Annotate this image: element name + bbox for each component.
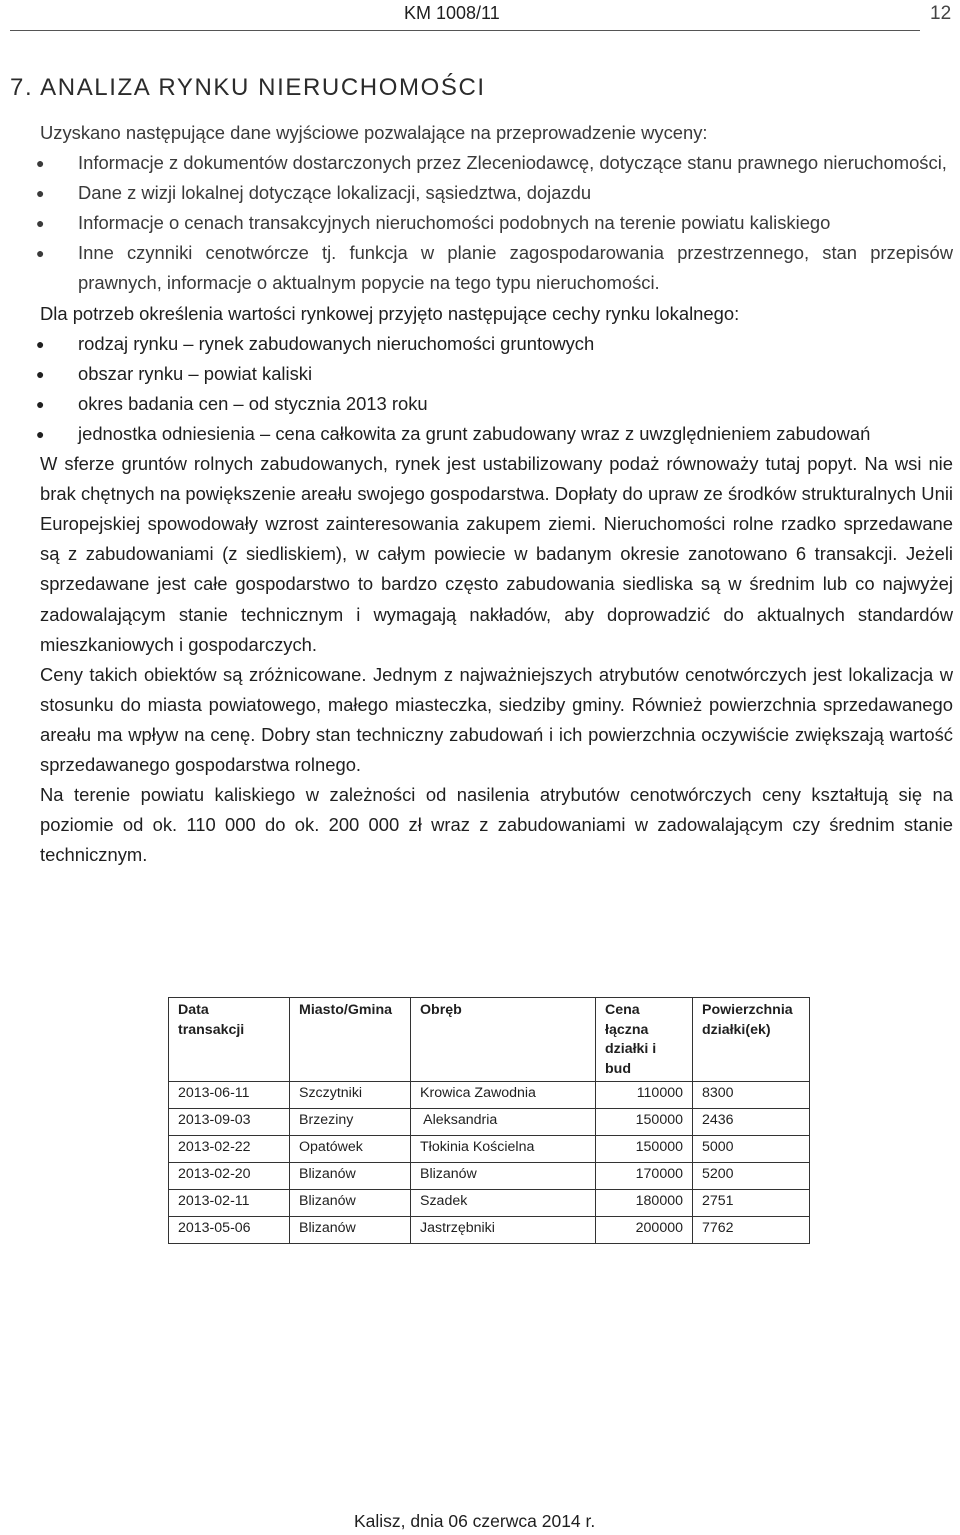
place-date-footer: Kalisz, dnia 06 czerwca 2014 r. [354, 1511, 596, 1531]
bullet-icon: ● [36, 185, 45, 202]
document-body [36, 118, 953, 870]
header-rule [10, 30, 920, 31]
market-features-list [36, 329, 953, 449]
cell-area: 7762 [693, 1217, 810, 1244]
list-item: ● Dane z wizji lokalnej dotyczące lokalizacji, sąsiedztwa, dojazdu [40, 178, 953, 208]
bullet-icon: ● [36, 425, 45, 442]
cell-area: 2436 [693, 1109, 810, 1136]
table-row [169, 1109, 810, 1136]
cell-price: 150000 [596, 1136, 693, 1163]
table-row [169, 1082, 810, 1109]
list-item: ● rodzaj rynku – rynek zabudowanych nieruchomości gruntowych [40, 329, 953, 359]
paragraph-market-rural: W sferze gruntów rolnych zabudowanych, rynek jest ustabilizowany podaż równoważy tutaj popyt. Na wsi nie brak chętnych na powiększenie areału swojego gospodarstwa. Dopłaty do upraw ze środków strukturalnych Unii Europejskiej spowodowały wzrost zainteresowania zakupem ziemi. Nieruchomości rolne rzadko sprzedawane są z zabudowaniami (z siedliskiem), w całym powiecie w badanym okresie zanotowano 6 transakcji. Jeżeli sprzedawane jest całe gospodarstwo to bardzo często zabudowania siedliska są w średnim lub co najwyżej zadowalającym stanie technicznym i wymagają nakładów, aby doprowadzić do aktualnych standardów mieszkaniowych i gospodarczych. [40, 453, 953, 655]
column-header-district: Obręb [411, 998, 596, 1082]
bullet-icon: ● [36, 215, 45, 232]
list-item: ● okres badania cen – od stycznia 2013 roku [40, 389, 953, 419]
cell-district: Krowica Zawodnia [411, 1082, 596, 1109]
cell-district: Tłokinia Kościelna [411, 1136, 596, 1163]
market-intro-text: Dla potrzeb określenia wartości rynkowej przyjęto następujące cechy rynku lokalnego: [40, 302, 740, 324]
transactions-table [168, 997, 810, 1244]
cell-municipality: Blizanów [290, 1217, 411, 1244]
paragraph-price-factors: Ceny takich obiektów są zróżnicowane. Jednym z najważniejszych atrybutów cenotwórczych jest lokalizacja w stosunku do miasta powiatowego, małego miasteczka, siedziby gminy. Również powierzchnia sprzedawanego areału ma wpływ na cenę. Dobry stan techniczny zabudowań i ich powierzchnia oczywiście zwiększają wartość sprzedawanego gospodarstwa rolnego. [40, 663, 953, 775]
list-item: ● jednostka odniesienia – cena całkowita za grunt zabudowany wraz z uwzględnieniem zabudowań [40, 419, 953, 449]
intro-text: Uzyskano następujące dane wyjściowe pozwalające na przeprowadzenie wyceny: [40, 122, 708, 143]
cell-municipality: Brzeziny [290, 1109, 411, 1136]
cell-price: 200000 [596, 1217, 693, 1244]
column-header-date: Data transakcji [169, 998, 290, 1082]
cell-district: Jastrzębniki [411, 1217, 596, 1244]
bullet-icon: ● [36, 395, 45, 412]
table-header-row [169, 998, 810, 1082]
list-item: ● Informacje z dokumentów dostarczonych przez Zleceniodawcę, dotyczące stanu prawnego nieruchomości, [40, 148, 953, 178]
cell-price: 170000 [596, 1163, 693, 1190]
bullet-icon: ● [36, 365, 45, 382]
cell-area: 8300 [693, 1082, 810, 1109]
cell-district: Aleksandria [411, 1109, 596, 1136]
cell-municipality: Blizanów [290, 1190, 411, 1217]
section-title: 7. ANALIZA RYNKU NIERUCHOMOŚCI [10, 74, 486, 101]
document-reference: KM 1008/11 [404, 3, 500, 23]
table-row [169, 1163, 810, 1190]
cell-date: 2013-02-22 [169, 1136, 290, 1163]
list-item: ● obszar rynku – powiat kaliski [40, 359, 953, 389]
cell-date: 2013-09-03 [169, 1109, 290, 1136]
cell-date: 2013-05-06 [169, 1217, 290, 1244]
table-row [169, 1136, 810, 1163]
cell-area: 5200 [693, 1163, 810, 1190]
paragraph-price-range: Na terenie powiatu kaliskiego w zależności od nasilenia atrybutów cenotwórczych ceny kształtują się na poziomie od ok. 110 000 do ok. 200 000 zł wraz z zabudowaniami w zadowalającym czy średnim stanie technicznym. [40, 784, 953, 866]
cell-price: 110000 [596, 1082, 693, 1109]
cell-date: 2013-02-20 [169, 1163, 290, 1190]
bullet-icon: ● [36, 245, 45, 262]
cell-area: 5000 [693, 1136, 810, 1163]
column-header-price: Cena łączna działki i bud [596, 998, 693, 1082]
cell-date: 2013-06-11 [169, 1082, 290, 1109]
cell-area: 2751 [693, 1190, 810, 1217]
inputs-list [36, 148, 953, 298]
column-header-area: Powierzchnia działki(ek) [693, 998, 810, 1082]
cell-price: 150000 [596, 1109, 693, 1136]
cell-district: Szadek [411, 1190, 596, 1217]
cell-municipality: Blizanów [290, 1163, 411, 1190]
bullet-icon: ● [36, 335, 45, 352]
cell-municipality: Opatówek [290, 1136, 411, 1163]
list-item: ● Inne czynniki cenotwórcze tj. funkcja w planie zagospodarowania przestrzennego, stan przepisów prawnych, informacje o aktualnym popycie na tego typu nieruchomości. [40, 238, 953, 298]
page-header [0, 0, 960, 32]
page-number: 12 [930, 3, 952, 24]
column-header-municipality: Miasto/Gmina [290, 998, 411, 1082]
list-item: ● Informacje o cenach transakcyjnych nieruchomości podobnych na terenie powiatu kaliskiego [40, 208, 953, 238]
table-row [169, 1217, 810, 1244]
bullet-icon: ● [36, 155, 45, 172]
cell-date: 2013-02-11 [169, 1190, 290, 1217]
cell-municipality: Szczytniki [290, 1082, 411, 1109]
table-row [169, 1190, 810, 1217]
cell-price: 180000 [596, 1190, 693, 1217]
cell-district: Blizanów [411, 1163, 596, 1190]
